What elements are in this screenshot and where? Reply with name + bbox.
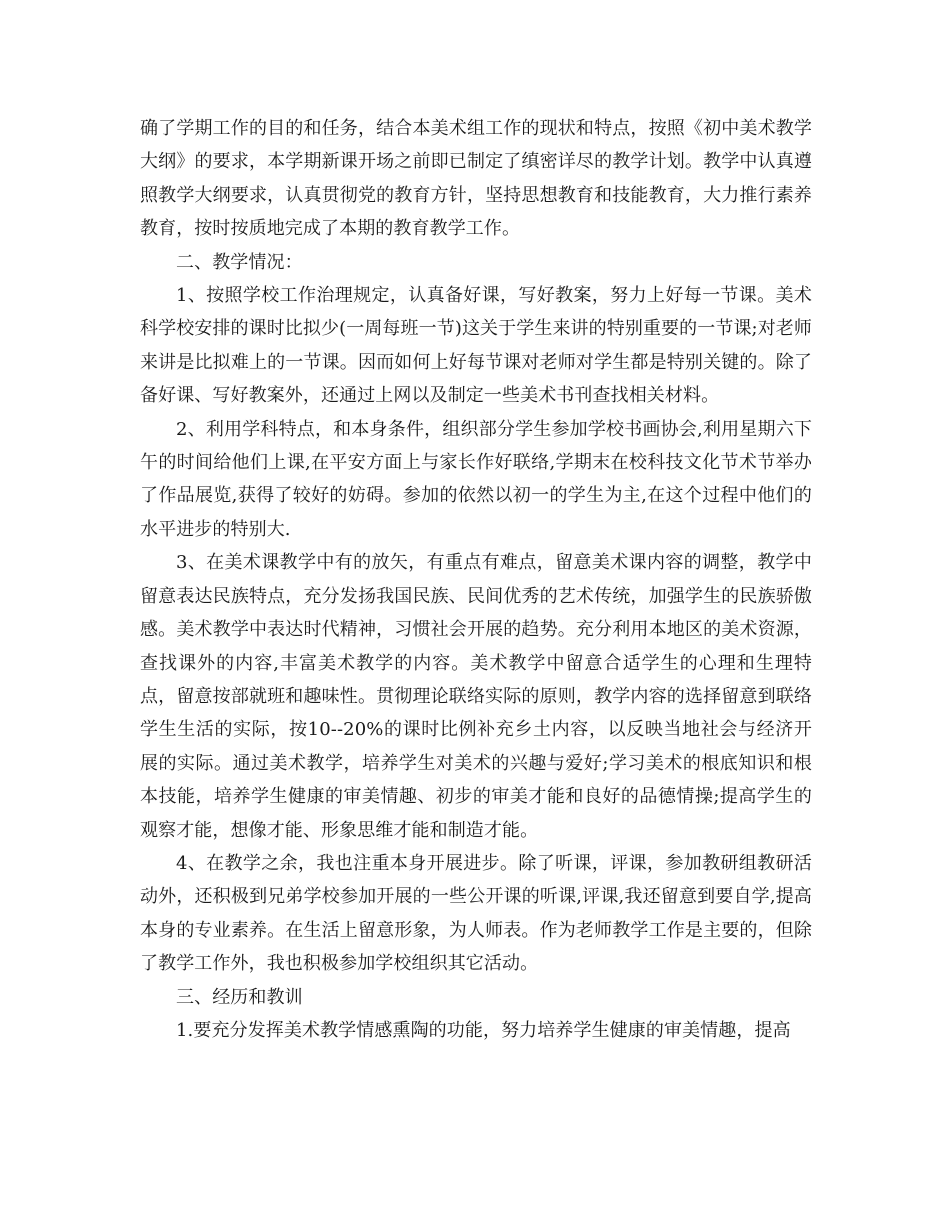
section-heading-teaching-situation: 二、教学情况： — [176, 251, 303, 273]
document-body — [140, 112, 812, 1047]
paragraph-item-4: 4、在教学之余，我也注重本身开展进步。除了听课，评课，参加教研组教研活动外，还积极到兄弟学校参加开展的一些公开课的听课,评课,我还留意到要自学,提高本身的专业素养。在生活上留意形象，为人师表。作为老师教学工作是主要的，但除了教学工作外，我也积极参加学校组织其它活动。 — [140, 852, 812, 975]
paragraph-item-2: 2、利用学科特点，和本身条件，组织部分学生参加学校书画协会,利用星期六下午的时间给他们上课,在平安方面上与家长作好联络,学期末在校科技文化节术节举办了作品展览,获得了较好的妨碍。参加的依然以初一的学生为主,在这个过程中他们的水平进步的特别大. — [140, 418, 812, 540]
paragraph-continuation: 确了学期工作的目的和任务，结合本美术组工作的现状和特点，按照《初中美术教学大纲》的要求，本学期新课开场之前即已制定了缜密详尽的教学计划。教学中认真遵照教学大纲要求，认真贯彻党的教育方针，坚持思想教育和技能教育，大力推行素养教育，按时按质地完成了本期的教育教学工作。 — [140, 118, 812, 240]
section-heading-experience: 三、经历和教训 — [176, 986, 303, 1008]
paragraph-item-3: 3、在美术课教学中有的放矢，有重点有难点，留意美术课内容的调整，教学中留意表达民族特点，充分发扬我国民族、民间优秀的艺术传统，加强学生的民族骄傲感。美术教学中表达时代精神，习惯社会开展的趋势。充分利用本地区的美术资源，查找课外的内容,丰富美术教学的内容。美术教学中留意合适学生的心理和生理特点，留意按部就班和趣味性。贯彻理论联络实际的原则，教学内容的选择留意到联络学生生活的实际，按10--20%的课时比例补充乡土内容，以反映当地社会与经济开展的实际。通过美术教学，培养学生对美术的兴趣与爱好;学习美术的根底知识和根本技能，培养学生健康的审美情趣、初步的审美才能和良好的品德情操;提高学生的观察才能，想像才能、形象思维才能和制造才能。 — [140, 552, 812, 841]
paragraph-item-1: 1、按照学校工作治理规定，认真备好课，写好教案，努力上好每一节课。美术科学校安排的课时比拟少(一周每班一节)这关于学生来讲的特别重要的一节课;对老师来讲是比拟难上的一节课。因而如何上好每节课对老师对学生都是特别关键的。除了备好课、写好教案外，还通过上网以及制定一些美术书刊查找相关材料。 — [140, 285, 813, 407]
paragraph-experience-1: 1.要充分发挥美术教学情感熏陶的功能，努力培养学生健康的审美情趣，提高 — [176, 1019, 791, 1041]
